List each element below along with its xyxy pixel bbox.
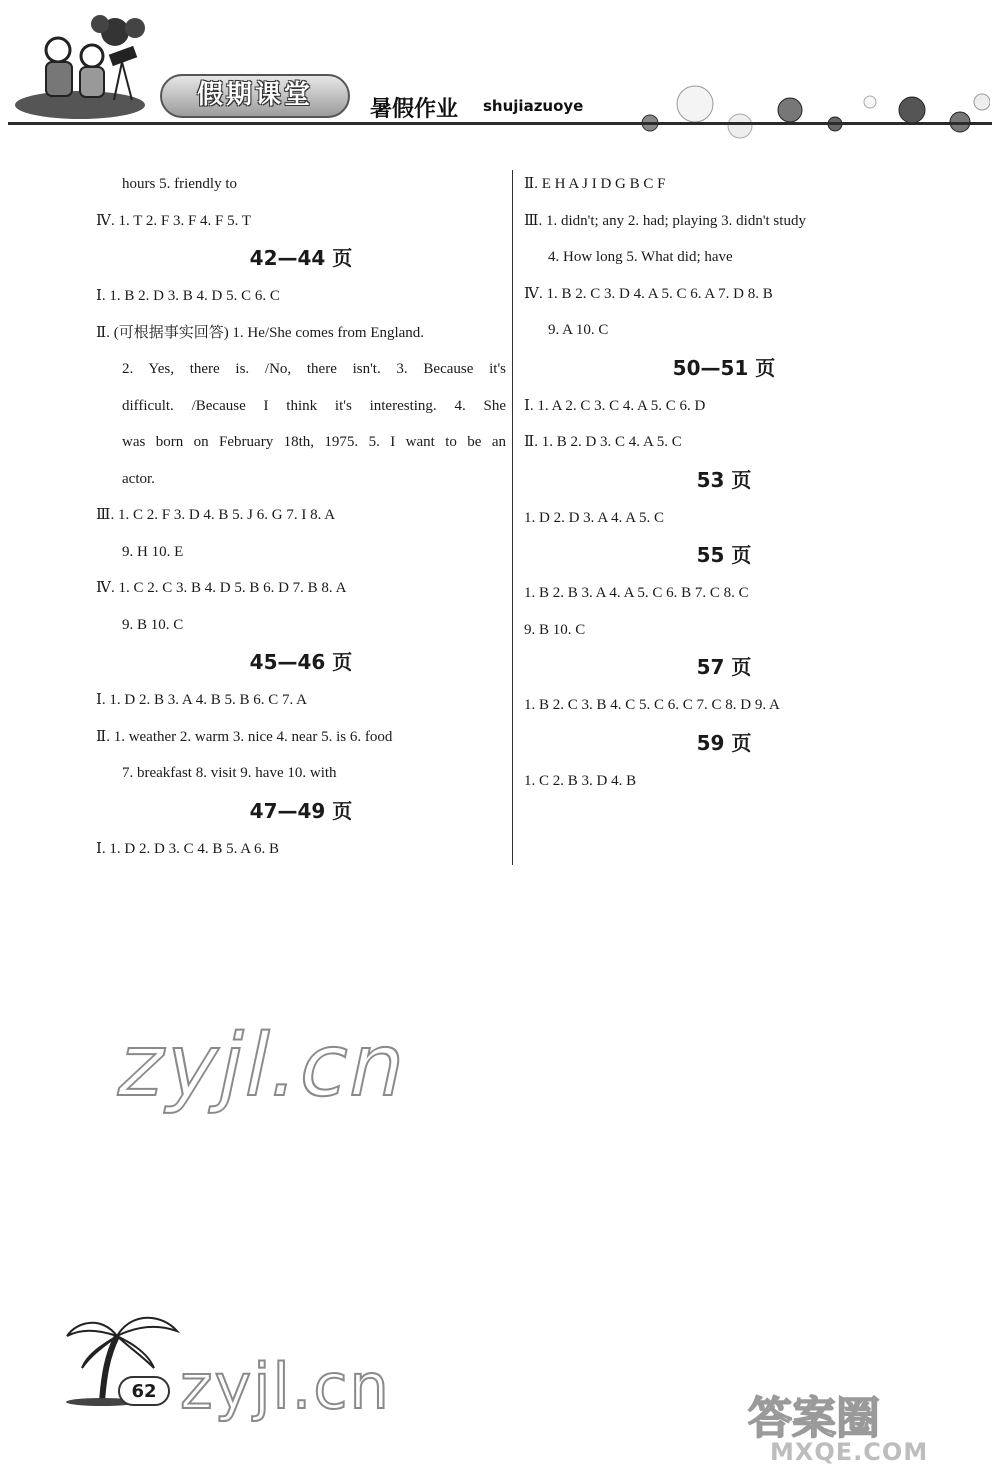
watermark: zyjl.cn xyxy=(109,1016,418,1116)
answer-line: actor. xyxy=(122,470,155,487)
page-number: 62 xyxy=(118,1376,170,1406)
answer-line: Ⅰ. 1. D 2. B 3. A 4. B 5. B 6. C 7. A xyxy=(96,692,307,708)
answer-line: was born on February 18th, 1975. 5. I want to be an xyxy=(122,434,506,450)
answer-line: 4. How long 5. What did; have xyxy=(548,249,733,265)
answer-line: Ⅰ. 1. A 2. C 3. C 4. A 5. C 6. D xyxy=(524,397,706,414)
answer-line: Ⅳ. 1. C 2. C 3. B 4. D 5. B 6. D 7. B 8. A xyxy=(96,580,347,596)
answer-line: Ⅲ. 1. didn't; any 2. had; playing 3. didn't study xyxy=(524,212,806,229)
section-heading: 50—51 页 xyxy=(672,355,776,380)
answer-column-left xyxy=(96,166,506,867)
watermark-footer: zyjl.cn xyxy=(180,1350,391,1423)
answer-line: 7. breakfast 8. visit 9. have 10. with xyxy=(122,765,337,781)
section-heading: 47—49 页 xyxy=(249,798,353,823)
answer-line: Ⅰ. 1. B 2. D 3. B 4. D 5. C 6. C xyxy=(96,288,280,304)
answer-line: 1. B 2. B 3. A 4. A 5. C 6. B 7. C 8. C xyxy=(524,585,749,601)
answer-line: Ⅳ. 1. T 2. F 3. F 4. F 5. T xyxy=(96,212,252,229)
section-heading: 42—44 页 xyxy=(249,246,353,270)
answer-line: 9. A 10. C xyxy=(548,322,609,338)
answer-line: 9. B 10. C xyxy=(524,621,586,638)
answer-line: 2. Yes, there is. /No, there isn't. 3. Because it's xyxy=(122,361,506,377)
section-heading: 45—46 页 xyxy=(249,650,353,674)
column-divider xyxy=(512,170,513,865)
answer-line: Ⅲ. 1. C 2. F 3. D 4. B 5. J 6. G 7. I 8. A xyxy=(96,507,336,523)
answer-line: 1. C 2. B 3. D 4. B xyxy=(524,772,637,789)
answer-line: 9. H 10. E xyxy=(122,543,184,560)
answer-line: Ⅱ. (可根据事实回答) 1. He/She comes from England. xyxy=(96,324,425,341)
answer-line: difficult. /Because I think it's interesting. 4. She xyxy=(122,397,506,414)
hikers-illustration-icon xyxy=(10,10,160,120)
answer-line: 1. B 2. C 3. B 4. C 5. C 6. C 7. C 8. D 9. A xyxy=(524,697,780,713)
bubbles-decoration-icon xyxy=(630,80,990,160)
answer-column-right xyxy=(524,166,924,799)
section-heading: 53 页 xyxy=(696,467,752,492)
answer-line: Ⅱ. E H A J I D G B C F xyxy=(524,176,666,192)
corner-url: MXQE.COM xyxy=(770,1438,929,1466)
answer-line: 9. B 10. C xyxy=(122,616,184,633)
answer-line: Ⅱ. 1. B 2. D 3. C 4. A 5. C xyxy=(524,434,682,450)
subtitle-chinese: 暑假作业 xyxy=(370,97,459,122)
answer-line: Ⅰ. 1. D 2. D 3. C 4. B 5. A 6. B xyxy=(96,840,280,857)
subtitle-pinyin: shujiazuoye xyxy=(483,97,584,115)
corner-logo: 答案圈 xyxy=(748,1393,880,1444)
answer-line: 1. D 2. D 3. A 4. A 5. C xyxy=(524,509,665,526)
series-banner: 假期课堂 xyxy=(160,74,350,118)
header-rule xyxy=(8,122,992,125)
answer-line: Ⅱ. 1. weather 2. warm 3. nice 4. near 5. is 6. food xyxy=(96,728,393,745)
section-heading: 57 页 xyxy=(696,655,752,679)
answer-line: hours 5. friendly to xyxy=(122,176,237,192)
section-heading: 55 页 xyxy=(696,543,752,567)
answer-line: Ⅳ. 1. B 2. C 3. D 4. A 5. C 6. A 7. D 8. B xyxy=(524,285,773,302)
page-header xyxy=(0,0,1000,140)
section-heading: 59 页 xyxy=(696,730,752,755)
